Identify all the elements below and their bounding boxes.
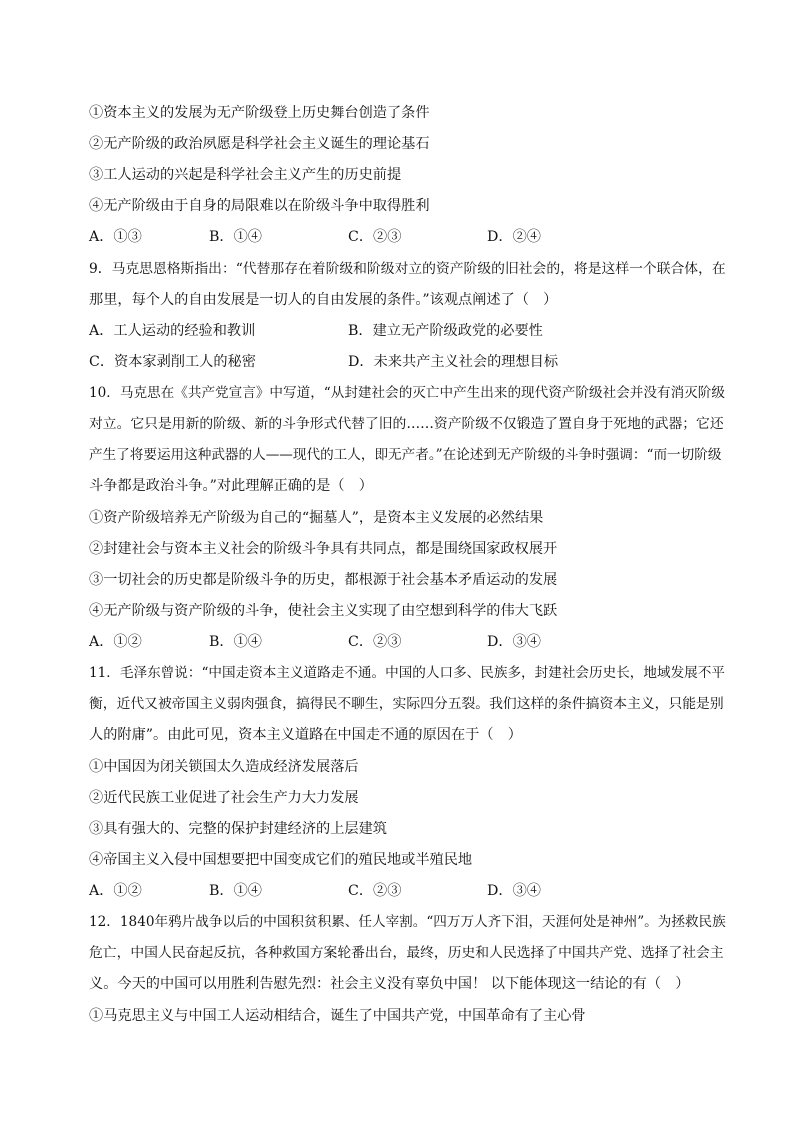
q12-stem-line-1: 12．1840年鸦片战争以后的中国积贫积累、任人宰割。“四万万人齐下泪，天涯何处是神州”。为拯救民族 <box>89 914 726 930</box>
q11-statement-1: ①中国因为闭关锁国太久造成经济发展落后 <box>89 759 359 775</box>
q12-statement-1: ①马克思主义与中国工人运动相结合，诞生了中国共产党，中国革命有了主心骨 <box>89 1008 586 1024</box>
q9-option-d: D．未来共产主义社会的理想目标 <box>348 354 559 370</box>
q10-option-c: C．②③ <box>348 634 402 650</box>
q9-stem-line-1: 9．马克思恩格斯指出：“代替那存在着阶级和阶级对立的资产阶级的旧社会的，将是这样一个联合体，在 <box>89 261 726 277</box>
q10-statement-2: ②封建社会与资本主义社会的阶级斗争具有共同点，都是围绕国家政权展开 <box>89 541 558 557</box>
q11-stem-line-1: 11．毛泽东曾说：“中国走资本主义道路走不通。中国的人口多、民族多，封建社会历史长，地域发展不平 <box>89 665 725 681</box>
q11-stem-line-2: 衡，近代又被帝国主义弱肉强食，搞得民不聊生，实际四分五裂。我们这样的条件搞资本主义，只能是别 <box>89 696 724 712</box>
q11-stem-line-3: 人的附庸”。由此可见，资本主义道路在中国走不通的原因在于（ ） <box>89 727 522 743</box>
q11-options <box>89 881 729 901</box>
q11-statement-2: ②近代民族工业促进了社会生产力大力发展 <box>89 790 359 806</box>
q10-stem-line-3: 产生了将要运用这种武器的人——现代的工人，即无产者。”在论述到无产阶级的斗争时强调：“而一切阶级 <box>89 447 722 463</box>
q9-stem-line-2: 那里，每个人的自由发展是一切人的自由发展的条件。”该观点阐述了（ ） <box>89 292 558 308</box>
q10-stem-line-4: 斗争都是政治斗争。”对此理解正确的是（ ） <box>89 478 373 494</box>
q9-options-row-2 <box>89 352 729 372</box>
q10-option-b: B．①④ <box>209 634 262 650</box>
q8-statement-3: ③工人运动的兴起是科学社会主义产生的历史前提 <box>89 167 402 183</box>
q11-statement-4: ④帝国主义入侵中国想要把中国变成它们的殖民地或半殖民地 <box>89 852 473 868</box>
q12-stem-line-2: 危亡，中国人民奋起反抗，各种救国方案轮番出台，最终，历史和人民选择了中国共产党、选择了社会主 <box>89 945 724 961</box>
q10-option-d: D．③④ <box>487 634 541 650</box>
q8-statement-4: ④无产阶级由于自身的局限难以在阶级斗争中取得胜利 <box>89 198 430 214</box>
q10-option-a: A．①② <box>89 634 142 650</box>
q9-option-a: A．工人运动的经验和教训 <box>89 323 256 339</box>
q11-option-d: D．③④ <box>487 883 541 899</box>
q10-stem-line-1: 10．马克思在《共产党宣言》中写道，“从封建社会的灭亡中产生出来的现代资产阶级社会并没有消灭阶级 <box>89 385 725 401</box>
q8-option-b: B．①④ <box>209 229 262 245</box>
q8-statement-2: ②无产阶级的政治夙愿是科学社会主义诞生的理论基石 <box>89 136 430 152</box>
q8-statement-1: ①资本主义的发展为无产阶级登上历史舞台创造了条件 <box>89 105 430 121</box>
q10-statement-1: ①资产阶级培养无产阶级为自己的“掘墓人”，是资本主义发展的必然结果 <box>89 510 544 526</box>
q11-statement-3: ③具有强大的、完整的保护封建经济的上层建筑 <box>89 821 387 837</box>
q11-option-b: B．①④ <box>209 883 262 899</box>
q11-option-a: A．①② <box>89 883 142 899</box>
q10-stem-line-2: 对立。它只是用新的阶级、新的斗争形式代替了旧的……资产阶级不仅锻造了置自身于死地的武器；它还 <box>89 416 724 432</box>
q8-option-a: A．①③ <box>89 229 142 245</box>
q9-option-b: B．建立无产阶级政党的必要性 <box>348 323 543 339</box>
q9-options-row-1 <box>89 321 729 341</box>
q10-statement-3: ③一切社会的历史都是阶级斗争的历史，都根源于社会基本矛盾运动的发展 <box>89 572 558 588</box>
q10-statement-4: ④无产阶级与资产阶级的斗争，使社会主义实现了由空想到科学的伟大飞跃 <box>89 603 558 619</box>
q9-option-c: C．资本家剥削工人的秘密 <box>89 354 256 370</box>
q8-option-d: D．②④ <box>487 229 541 245</box>
q11-option-c: C．②③ <box>348 883 402 899</box>
q12-stem-line-3: 义。今天的中国可以用胜利告慰先烈：社会主义没有辜负中国！ 以下能体现这一结论的有（ ） <box>89 976 690 992</box>
q10-options <box>89 632 729 652</box>
q8-option-c: C．②③ <box>348 229 402 245</box>
q8-options <box>89 227 729 247</box>
